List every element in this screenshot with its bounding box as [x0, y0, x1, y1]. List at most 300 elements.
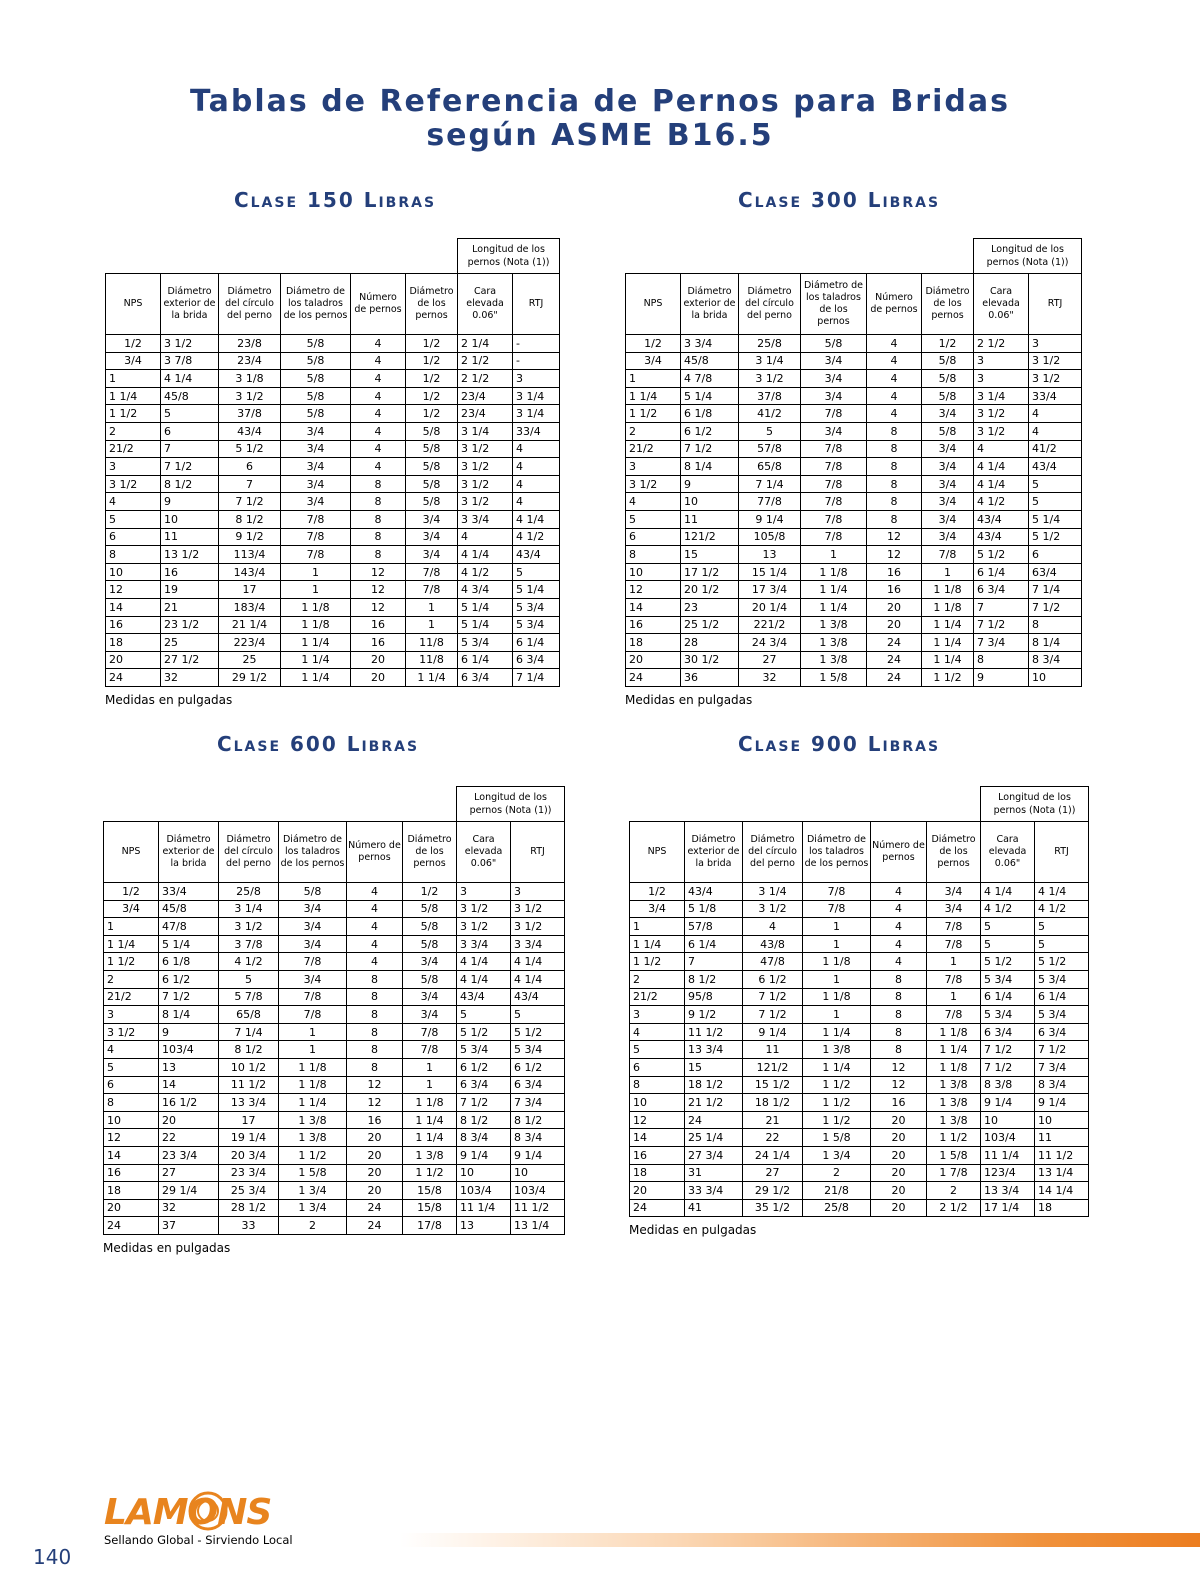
- table-cell: 33 3/4: [685, 1182, 743, 1200]
- table-cell: 1/2: [630, 883, 685, 901]
- table-cell: 7/8: [801, 458, 867, 476]
- table-cell: 3 1/4: [743, 883, 803, 901]
- table-cell: 9: [681, 475, 739, 493]
- table-cell: 36: [681, 669, 739, 687]
- table-cell: 2: [279, 1217, 347, 1235]
- table-cell: 43/8: [743, 935, 803, 953]
- table-cell: 6 1/4: [458, 651, 513, 669]
- table-row: [106, 405, 560, 423]
- header-spacer: [106, 239, 458, 274]
- table-row: [104, 1146, 565, 1164]
- table-cell: 3 1/2: [457, 918, 511, 936]
- table-cell: 47/8: [743, 953, 803, 971]
- table-row: [104, 988, 565, 1006]
- table-cell: 11 1/4: [981, 1146, 1035, 1164]
- table-cell: 5/8: [403, 935, 457, 953]
- table-cell: 41: [685, 1199, 743, 1217]
- table-cell: 20: [867, 616, 922, 634]
- table-cell: 43/4: [457, 988, 511, 1006]
- table-cell: 7 1/2: [743, 988, 803, 1006]
- table-cell: 1 1/8: [803, 988, 871, 1006]
- table-cell: 10: [161, 510, 219, 528]
- table-cell: 8 1/4: [1029, 634, 1082, 652]
- table-cell: 4 1/2: [1035, 900, 1089, 918]
- table-row: [106, 634, 560, 652]
- table-cell: 4 1/4: [511, 953, 565, 971]
- table-cell: 8: [351, 493, 406, 511]
- table-cell: 24: [685, 1111, 743, 1129]
- table-cell: 3 1/2: [219, 387, 281, 405]
- table-cell: 1 1/8: [927, 1023, 981, 1041]
- header-bolt-count: Número de pernos: [867, 274, 922, 335]
- table-cell: 4: [351, 335, 406, 353]
- table-cell: 1: [922, 563, 974, 581]
- table-cell: 4: [351, 440, 406, 458]
- table-row: [106, 475, 560, 493]
- table-cell: 7/8: [281, 546, 351, 564]
- table-cell: 4 1/4: [974, 458, 1029, 476]
- table-cell: 5 1/4: [1029, 510, 1082, 528]
- footer-gradient-bar: [400, 1533, 1200, 1547]
- table-cell: 18 1/2: [743, 1094, 803, 1112]
- table-cell: 1 1/4: [801, 581, 867, 599]
- table-cell: 3 1/2: [1029, 370, 1082, 388]
- table-cell: 13: [457, 1217, 511, 1235]
- table-cell: 3/4: [801, 352, 867, 370]
- table-cell: 6 3/4: [981, 1023, 1035, 1041]
- table-cell: 24: [867, 634, 922, 652]
- table-cell: 21/8: [803, 1182, 871, 1200]
- table-cell: 14: [626, 598, 681, 616]
- table-cell: 1/2: [406, 370, 458, 388]
- table-cell: 19: [161, 581, 219, 599]
- table-cell: 25/8: [803, 1199, 871, 1217]
- table-cell: 5 1/2: [1035, 953, 1089, 971]
- bolt-reference-table: [103, 786, 565, 1235]
- table-cell: 17/8: [403, 1217, 457, 1235]
- table-cell: 5 1/4: [458, 616, 513, 634]
- table-cell: 1 1/2: [403, 1164, 457, 1182]
- table-cell: 3/4: [406, 546, 458, 564]
- header-raised-face: Cara elevada 0.06": [981, 822, 1035, 883]
- table-cell: 8: [867, 458, 922, 476]
- table-cell: 5 1/2: [981, 953, 1035, 971]
- table-cell: 221/2: [739, 616, 801, 634]
- table-cell: 16: [626, 616, 681, 634]
- table-cell: 9 1/4: [511, 1146, 565, 1164]
- table-cell: -: [513, 335, 560, 353]
- table-cell: 7: [974, 598, 1029, 616]
- table-cell: 4: [626, 493, 681, 511]
- table-cell: 7/8: [801, 475, 867, 493]
- table-cell: 2: [927, 1182, 981, 1200]
- header-outer-diameter: Diámetro exterior de la brida: [161, 274, 219, 335]
- table-cell: 1 1/2: [626, 405, 681, 423]
- table-cell: 1 1/8: [801, 563, 867, 581]
- table-cell: 20: [871, 1111, 927, 1129]
- table-cell: 3/4: [927, 900, 981, 918]
- table-cell: 1 1/4: [281, 669, 351, 687]
- table-cell: 6 1/2: [681, 422, 739, 440]
- table-cell: 6 1/8: [681, 405, 739, 423]
- table-cell: 5/8: [403, 970, 457, 988]
- table-cell: 41/2: [739, 405, 801, 423]
- table-cell: 23 3/4: [219, 1164, 279, 1182]
- table-cell: 1 5/8: [927, 1146, 981, 1164]
- table-cell: 8 3/4: [457, 1129, 511, 1147]
- table-cell: 32: [161, 669, 219, 687]
- table-cell: 24: [630, 1199, 685, 1217]
- table-row: [630, 970, 1089, 988]
- table-cell: 25 3/4: [219, 1182, 279, 1200]
- table-row: [626, 669, 1082, 687]
- table-cell: 5 3/4: [513, 598, 560, 616]
- table-row: [630, 1058, 1089, 1076]
- table-cell: 4 1/4: [457, 953, 511, 971]
- table-cell: 3/4: [922, 405, 974, 423]
- table-cell: 3 7/8: [219, 935, 279, 953]
- table-cell: 15: [681, 546, 739, 564]
- table-cell: 1/2: [922, 335, 974, 353]
- table-cell: 4: [351, 405, 406, 423]
- table-cell: 3: [974, 370, 1029, 388]
- table-cell: 23/4: [458, 387, 513, 405]
- table-cell: 25/8: [739, 335, 801, 353]
- table-cell: 7 1/2: [981, 1041, 1035, 1059]
- table-cell: 7 1/2: [161, 458, 219, 476]
- table-row: [626, 563, 1082, 581]
- table-row: [626, 387, 1082, 405]
- header-spacer: [104, 787, 457, 822]
- table-cell: 7 1/4: [1029, 581, 1082, 599]
- table-cell: 1 1/2: [279, 1146, 347, 1164]
- table-cell: 5: [1035, 935, 1089, 953]
- header-nps: NPS: [106, 274, 161, 335]
- table-row: [106, 458, 560, 476]
- table-row: [630, 1023, 1089, 1041]
- table-cell: 4 1/4: [974, 475, 1029, 493]
- table-cell: 8 1/2: [219, 1041, 279, 1059]
- table-row: [626, 581, 1082, 599]
- header-bolt-count: Número de pernos: [871, 822, 927, 883]
- table-cell: 3 1/2: [1029, 352, 1082, 370]
- table-cell: 9 1/4: [743, 1023, 803, 1041]
- table-cell: 95/8: [685, 988, 743, 1006]
- table-cell: 1 3/8: [927, 1094, 981, 1112]
- table-cell: 3: [513, 370, 560, 388]
- table-row: [104, 1094, 565, 1112]
- table-cell: 5: [1029, 475, 1082, 493]
- table-cell: 6 1/2: [159, 970, 219, 988]
- table-cell: 7 3/4: [511, 1094, 565, 1112]
- header-length-group: Longitud de los pernos (Nota (1)): [457, 787, 565, 822]
- table-cell: 3/4: [281, 440, 351, 458]
- table-row: [104, 1111, 565, 1129]
- table-cell: 1 1/8: [281, 598, 351, 616]
- table-cell: 23/4: [458, 405, 513, 423]
- table-cell: 16: [867, 563, 922, 581]
- table-cell: 4: [351, 387, 406, 405]
- table-cell: 1 3/8: [279, 1129, 347, 1147]
- table-cell: 2 1/2: [458, 352, 513, 370]
- table-cell: 27: [739, 651, 801, 669]
- table-cell: 21 1/2: [685, 1094, 743, 1112]
- table-cell: 20 1/2: [681, 581, 739, 599]
- table-cell: 15/8: [403, 1182, 457, 1200]
- table-cell: 8 3/4: [1029, 651, 1082, 669]
- table-cell: 1 5/8: [279, 1164, 347, 1182]
- table-cell: 24 3/4: [739, 634, 801, 652]
- table-cell: 29 1/2: [743, 1182, 803, 1200]
- table-cell: 1 1/8: [927, 1058, 981, 1076]
- table-cell: 5/8: [403, 900, 457, 918]
- table-cell: 2: [106, 422, 161, 440]
- header-hole-diameter: Diámetro de los taladros de los pernos: [281, 274, 351, 335]
- table-cell: 4: [513, 440, 560, 458]
- header-length-group: Longitud de los pernos (Nota (1)): [981, 787, 1089, 822]
- table-cell: 77/8: [739, 493, 801, 511]
- header-bolt-circle: Diámetro del círculo del perno: [743, 822, 803, 883]
- table-cell: 6: [106, 528, 161, 546]
- table-cell: 10: [626, 563, 681, 581]
- table-cell: 21/2: [626, 440, 681, 458]
- table-cell: 12: [871, 1058, 927, 1076]
- table-cell: 7 1/2: [1035, 1041, 1089, 1059]
- table-cell: 24: [104, 1217, 159, 1235]
- table-cell: 12: [104, 1129, 159, 1147]
- table-cell: 4: [458, 528, 513, 546]
- table-cell: 103/4: [457, 1182, 511, 1200]
- header-hole-diameter: Diámetro de los taladros de los pernos: [801, 274, 867, 335]
- table-cell: -: [513, 352, 560, 370]
- table-cell: 1: [630, 918, 685, 936]
- table-cell: 4: [867, 405, 922, 423]
- table-cell: 1: [279, 1023, 347, 1041]
- table-row: [106, 616, 560, 634]
- table-cell: 1: [406, 616, 458, 634]
- table-cell: 18 1/2: [685, 1076, 743, 1094]
- table-cell: 65/8: [219, 1006, 279, 1024]
- table-cell: 8: [347, 970, 403, 988]
- table-cell: 11/8: [406, 634, 458, 652]
- table-cell: 8 3/4: [1035, 1076, 1089, 1094]
- table-cell: 6 1/2: [743, 970, 803, 988]
- table-cell: 8: [351, 475, 406, 493]
- table-cell: 23/4: [219, 352, 281, 370]
- bolt-reference-table: [629, 786, 1089, 1217]
- table-cell: 10: [104, 1111, 159, 1129]
- table-cell: 13 1/2: [161, 546, 219, 564]
- table-cell: 4 1/2: [219, 953, 279, 971]
- table-cell: 43/4: [974, 510, 1029, 528]
- table-cell: 15/8: [403, 1199, 457, 1217]
- table-cell: 8 3/4: [511, 1129, 565, 1147]
- table-cell: 7/8: [922, 546, 974, 564]
- table-cell: 8: [867, 422, 922, 440]
- table-cell: 27 1/2: [161, 651, 219, 669]
- header-outer-diameter: Diámetro exterior de la brida: [685, 822, 743, 883]
- table-cell: 7 1/2: [974, 616, 1029, 634]
- table-cell: 1 5/8: [801, 669, 867, 687]
- table-cell: 3 1/2: [626, 475, 681, 493]
- table-cell: 12: [871, 1076, 927, 1094]
- table-cell: 4 3/4: [458, 581, 513, 599]
- table-cell: 1 3/8: [801, 616, 867, 634]
- table-cell: 6: [630, 1058, 685, 1076]
- table-cell: 7/8: [279, 988, 347, 1006]
- table-cell: 1/2: [406, 335, 458, 353]
- table-cell: 7/8: [403, 1041, 457, 1059]
- units-note: Medidas en pulgadas: [105, 693, 233, 707]
- table-cell: 4: [351, 422, 406, 440]
- table-cell: 7/8: [801, 493, 867, 511]
- table-cell: 11: [1035, 1129, 1089, 1147]
- table-cell: 16: [867, 581, 922, 599]
- table-cell: 3 1/2: [743, 900, 803, 918]
- table-row: [106, 352, 560, 370]
- table-cell: 24: [867, 669, 922, 687]
- table-cell: 1: [927, 988, 981, 1006]
- table-cell: 16: [871, 1094, 927, 1112]
- table-cell: 43/4: [511, 988, 565, 1006]
- table-cell: 8: [351, 528, 406, 546]
- table-cell: 3 1/2: [458, 493, 513, 511]
- table-cell: 6 3/4: [458, 669, 513, 687]
- table-cell: 7/8: [801, 510, 867, 528]
- table-cell: 121/2: [681, 528, 739, 546]
- table-cell: 1 1/4: [281, 651, 351, 669]
- table-cell: 12: [347, 1094, 403, 1112]
- table-cell: 27: [743, 1164, 803, 1182]
- table-cell: 3 1/4: [513, 405, 560, 423]
- table-cell: 10 1/2: [219, 1058, 279, 1076]
- table-cell: 4 1/4: [161, 370, 219, 388]
- table-row: [106, 510, 560, 528]
- table-cell: 1: [803, 935, 871, 953]
- table-cell: 5 3/4: [513, 616, 560, 634]
- header-bolt-circle: Diámetro del círculo del perno: [219, 274, 281, 335]
- table-cell: 5: [981, 918, 1035, 936]
- header-bolt-diameter: Diámetro de los pernos: [406, 274, 458, 335]
- table-cell: 1 7/8: [927, 1164, 981, 1182]
- table-cell: 16: [351, 634, 406, 652]
- table-cell: 1 1/8: [922, 598, 974, 616]
- table-cell: 4: [351, 352, 406, 370]
- table-cell: 3 1/2: [458, 475, 513, 493]
- table-cell: 45/8: [681, 352, 739, 370]
- table-cell: 15 1/2: [743, 1076, 803, 1094]
- table-row: [104, 1182, 565, 1200]
- table-row: [104, 935, 565, 953]
- class-title: Clase 300 Libras: [737, 188, 941, 212]
- table-cell: 10: [630, 1094, 685, 1112]
- table-cell: 25/8: [219, 883, 279, 901]
- table-cell: 3 1/2: [511, 918, 565, 936]
- table-cell: 7/8: [803, 883, 871, 901]
- table-cell: 14 1/4: [1035, 1182, 1089, 1200]
- table-cell: 20: [871, 1164, 927, 1182]
- table-cell: 4: [351, 370, 406, 388]
- table-cell: 5 3/4: [981, 1006, 1035, 1024]
- table-cell: 5/8: [922, 387, 974, 405]
- table-row: [626, 634, 1082, 652]
- table-cell: 8: [626, 546, 681, 564]
- table-cell: 8: [867, 475, 922, 493]
- table-cell: 4 1/4: [981, 883, 1035, 901]
- table-cell: 3 1/2: [458, 440, 513, 458]
- table-cell: 32: [159, 1199, 219, 1217]
- table-cell: 5/8: [281, 335, 351, 353]
- table-cell: 20: [104, 1199, 159, 1217]
- table-row: [630, 988, 1089, 1006]
- table-row: [104, 1217, 565, 1235]
- table-cell: 25: [219, 651, 281, 669]
- table-cell: 29 1/2: [219, 669, 281, 687]
- header-bolt-count: Número de pernos: [347, 822, 403, 883]
- table-cell: 3/4: [922, 510, 974, 528]
- table-cell: 8 1/2: [511, 1111, 565, 1129]
- table-cell: 7 3/4: [974, 634, 1029, 652]
- table-cell: 4: [347, 953, 403, 971]
- table-cell: 3/4: [922, 440, 974, 458]
- table-cell: 7 1/4: [513, 669, 560, 687]
- header-bolt-diameter: Diámetro de los pernos: [927, 822, 981, 883]
- table-row: [630, 1006, 1089, 1024]
- table-cell: 1 1/8: [281, 616, 351, 634]
- table-cell: 5: [739, 422, 801, 440]
- table-cell: 8 1/2: [685, 970, 743, 988]
- table-cell: 13: [739, 546, 801, 564]
- table-cell: 1 1/2: [630, 953, 685, 971]
- table-cell: 1 3/4: [803, 1146, 871, 1164]
- table-cell: 21: [743, 1111, 803, 1129]
- table-cell: 7/8: [927, 935, 981, 953]
- table-cell: 3/4: [403, 988, 457, 1006]
- table-cell: 3 1/4: [219, 900, 279, 918]
- table-cell: 3/4: [279, 900, 347, 918]
- table-cell: 21 1/4: [219, 616, 281, 634]
- table-row: [106, 528, 560, 546]
- table-cell: 4: [871, 883, 927, 901]
- table-cell: 3/4: [801, 370, 867, 388]
- table-cell: 5 3/4: [981, 970, 1035, 988]
- table-cell: 20: [351, 651, 406, 669]
- table-cell: 1 1/4: [922, 651, 974, 669]
- table-cell: 3/4: [801, 422, 867, 440]
- table-row: [106, 563, 560, 581]
- table-cell: 10: [1035, 1111, 1089, 1129]
- table-cell: 11/8: [406, 651, 458, 669]
- table-cell: 3/4: [630, 900, 685, 918]
- table-cell: 5/8: [281, 352, 351, 370]
- table-cell: 18: [104, 1182, 159, 1200]
- table-cell: 1: [626, 370, 681, 388]
- table-cell: 7/8: [801, 440, 867, 458]
- table-cell: 43/4: [974, 528, 1029, 546]
- table-row: [626, 493, 1082, 511]
- table-cell: 7/8: [801, 528, 867, 546]
- table-cell: 3/4: [403, 953, 457, 971]
- table-cell: 8: [347, 988, 403, 1006]
- table-cell: 4: [1029, 405, 1082, 423]
- table-cell: 17 3/4: [739, 581, 801, 599]
- table-cell: 20: [351, 669, 406, 687]
- table-cell: 5 1/2: [1029, 528, 1082, 546]
- table-cell: 4 1/4: [1035, 883, 1089, 901]
- table-cell: 27: [159, 1164, 219, 1182]
- table-cell: 33: [219, 1217, 279, 1235]
- table-row: [630, 1199, 1089, 1217]
